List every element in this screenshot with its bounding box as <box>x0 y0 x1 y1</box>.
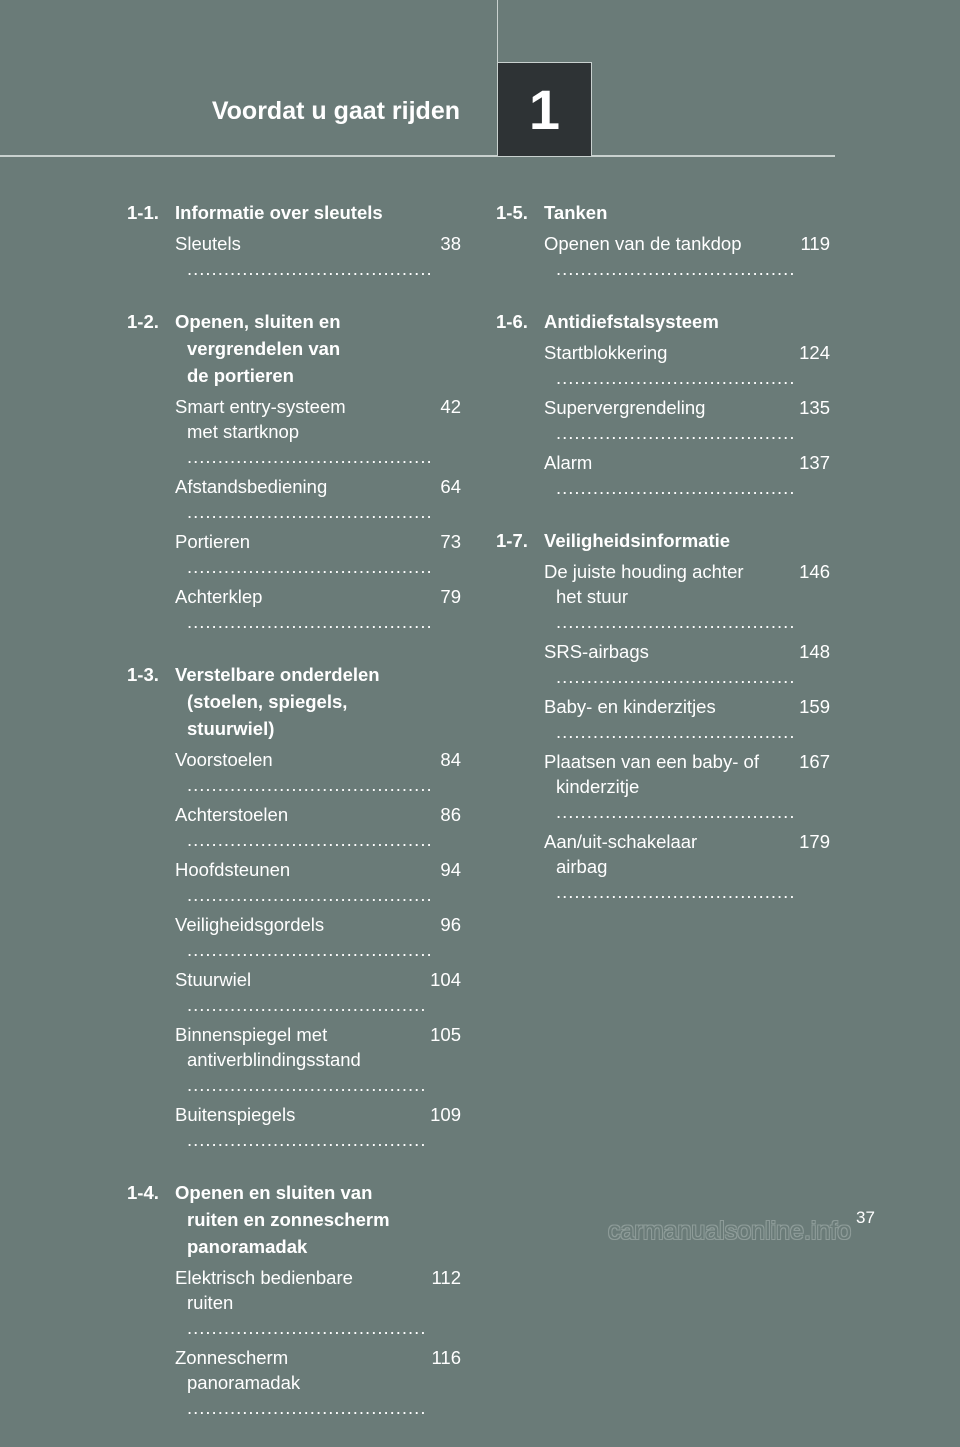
toc-entry-label: Baby- en kinderzitjes ..... <box>544 694 793 744</box>
toc-entry-label: Voorstoelen ..... <box>175 747 434 797</box>
section-entries <box>544 231 830 281</box>
toc-entry-page: 104 <box>430 969 461 990</box>
section-number: 1-4. <box>127 1182 159 1203</box>
toc-entry-label: Binnenspiegel met antiverblindingsstand ..... <box>175 1022 424 1097</box>
toc-entry[interactable] <box>175 529 461 579</box>
toc-entry-page: 84 <box>440 749 461 770</box>
toc-entry[interactable] <box>175 912 461 962</box>
toc-entry-label: Afstandsbediening ..... <box>175 474 434 524</box>
toc-entry-label: SRS-airbags ..... <box>544 639 793 689</box>
toc-entry-label: Hoofdsteunen ..... <box>175 857 434 907</box>
section-heading[interactable] <box>127 199 461 226</box>
section-title: Antidiefstalsysteem <box>544 311 719 332</box>
toc-column-right <box>496 199 830 931</box>
toc-entry-page: 64 <box>440 476 461 497</box>
toc-entry-label: Plaatsen van een baby- of kinderzitje ..... <box>544 749 793 824</box>
toc-entry[interactable] <box>175 1345 461 1420</box>
toc-entry-page: 94 <box>440 859 461 880</box>
toc-entry-label: Achterklep ..... <box>175 584 434 634</box>
section-number: 1-5. <box>496 202 528 223</box>
section-entries <box>175 747 461 1152</box>
toc-entry-page: 135 <box>799 397 830 418</box>
toc-entry[interactable] <box>544 559 830 634</box>
toc-entry-label: Achterstoelen ..... <box>175 802 434 852</box>
section-heading[interactable] <box>127 1179 461 1260</box>
section-heading[interactable] <box>496 527 830 554</box>
toc-entry-page: 179 <box>799 831 830 852</box>
toc-entry-label: Sleutels ..... <box>175 231 434 281</box>
toc-section <box>496 308 830 500</box>
toc-entry-page: 116 <box>431 1347 461 1368</box>
toc-entry-page: 96 <box>440 914 461 935</box>
toc-entry[interactable] <box>175 231 461 281</box>
section-number: 1-3. <box>127 664 159 685</box>
toc-entry-page: 159 <box>799 696 830 717</box>
section-heading[interactable] <box>127 308 461 389</box>
toc-entry[interactable] <box>175 474 461 524</box>
section-title: Tanken <box>544 202 608 223</box>
toc-entry-label: Veiligheidsgordels ..... <box>175 912 434 962</box>
chapter-number-box: 1 <box>497 62 592 156</box>
section-title: Verstelbare onderdelen (stoelen, spiegels, stuurwiel) <box>175 664 380 739</box>
toc-entry[interactable] <box>175 802 461 852</box>
toc-entry-label: Supervergrendeling ..... <box>544 395 793 445</box>
toc-section <box>496 527 830 904</box>
toc-entry-page: 148 <box>799 641 830 662</box>
chapter-title: Voordat u gaat rijden <box>211 97 460 125</box>
toc-entry-page: 119 <box>800 233 830 254</box>
section-number: 1-7. <box>496 530 528 551</box>
section-number: 1-2. <box>127 311 159 332</box>
watermark: carmanualsonline.info <box>608 1217 852 1245</box>
section-entries <box>544 340 830 500</box>
toc-section <box>127 308 461 634</box>
toc-column-left <box>127 199 461 1447</box>
toc-entry-page: 79 <box>440 586 461 607</box>
toc-entry[interactable] <box>544 749 830 824</box>
section-entries <box>544 559 830 904</box>
toc-section <box>496 199 830 281</box>
section-heading[interactable] <box>127 661 461 742</box>
section-title: Openen en sluiten van ruiten en zonnescherm panoramadak <box>175 1182 390 1257</box>
toc-entry-label: Elektrisch bedienbare ruiten ..... <box>175 1265 426 1340</box>
section-number: 1-1. <box>127 202 159 223</box>
toc-entry-label: Stuurwiel ..... <box>175 967 424 1017</box>
toc-section <box>127 199 461 281</box>
toc-entry[interactable] <box>175 1265 461 1340</box>
section-number: 1-6. <box>496 311 528 332</box>
toc-entry[interactable] <box>175 1102 461 1152</box>
toc-entry-label: Openen van de tankdop ..... <box>544 231 795 281</box>
toc-entry-label: De juiste houding achter het stuur ..... <box>544 559 793 634</box>
section-title: Openen, sluiten en vergrendelen van de portieren <box>175 311 341 386</box>
toc-entry[interactable] <box>544 829 830 904</box>
toc-entry-label: Smart entry-systeem met startknop ..... <box>175 394 434 469</box>
toc-entry-page: 105 <box>430 1024 461 1045</box>
toc-section <box>127 1179 461 1420</box>
toc-entry-label: Portieren ..... <box>175 529 434 579</box>
toc-entry[interactable] <box>175 747 461 797</box>
toc-entry[interactable] <box>175 394 461 469</box>
toc-entry[interactable] <box>544 639 830 689</box>
toc-section <box>127 661 461 1152</box>
toc-entry-label: Alarm ..... <box>544 450 793 500</box>
toc-entry-label: Zonnescherm panoramadak ..... <box>175 1345 426 1420</box>
section-entries <box>175 394 461 634</box>
toc-entry-page: 42 <box>440 396 461 417</box>
section-entries <box>175 1265 461 1420</box>
toc-entry-label: Buitenspiegels ..... <box>175 1102 424 1152</box>
toc-entry-page: 38 <box>440 233 461 254</box>
section-entries <box>175 231 461 281</box>
toc-entry-label: Startblokkering ..... <box>544 340 793 390</box>
section-title: Veiligheidsinformatie <box>544 530 731 551</box>
toc-entry-page: 167 <box>799 751 830 772</box>
toc-entry-page: 146 <box>799 561 830 582</box>
toc-entry[interactable] <box>544 450 830 500</box>
section-heading[interactable] <box>496 308 830 335</box>
section-heading[interactable] <box>496 199 830 226</box>
toc-entry-page: 137 <box>799 452 830 473</box>
toc-entry[interactable] <box>544 395 830 445</box>
toc-entry-page: 86 <box>440 804 461 825</box>
toc-entry-label: Aan/uit-schakelaar airbag ..... <box>544 829 793 904</box>
toc-entry[interactable] <box>175 967 461 1017</box>
page-number: 37 <box>856 1208 875 1227</box>
toc-entry-page: 124 <box>799 342 830 363</box>
toc-entry-page: 73 <box>440 531 461 552</box>
toc-entry[interactable] <box>175 857 461 907</box>
toc-entry-page: 109 <box>430 1104 461 1125</box>
toc-entry[interactable] <box>175 1022 461 1097</box>
toc-entry[interactable] <box>175 584 461 634</box>
toc-entry-page: 112 <box>431 1267 461 1288</box>
toc-entry[interactable] <box>544 231 830 281</box>
toc-entry[interactable] <box>544 340 830 390</box>
toc-entry[interactable] <box>544 694 830 744</box>
header-vertical-rule <box>497 0 498 62</box>
header-horizontal-rule <box>0 155 835 157</box>
section-title: Informatie over sleutels <box>175 202 383 223</box>
